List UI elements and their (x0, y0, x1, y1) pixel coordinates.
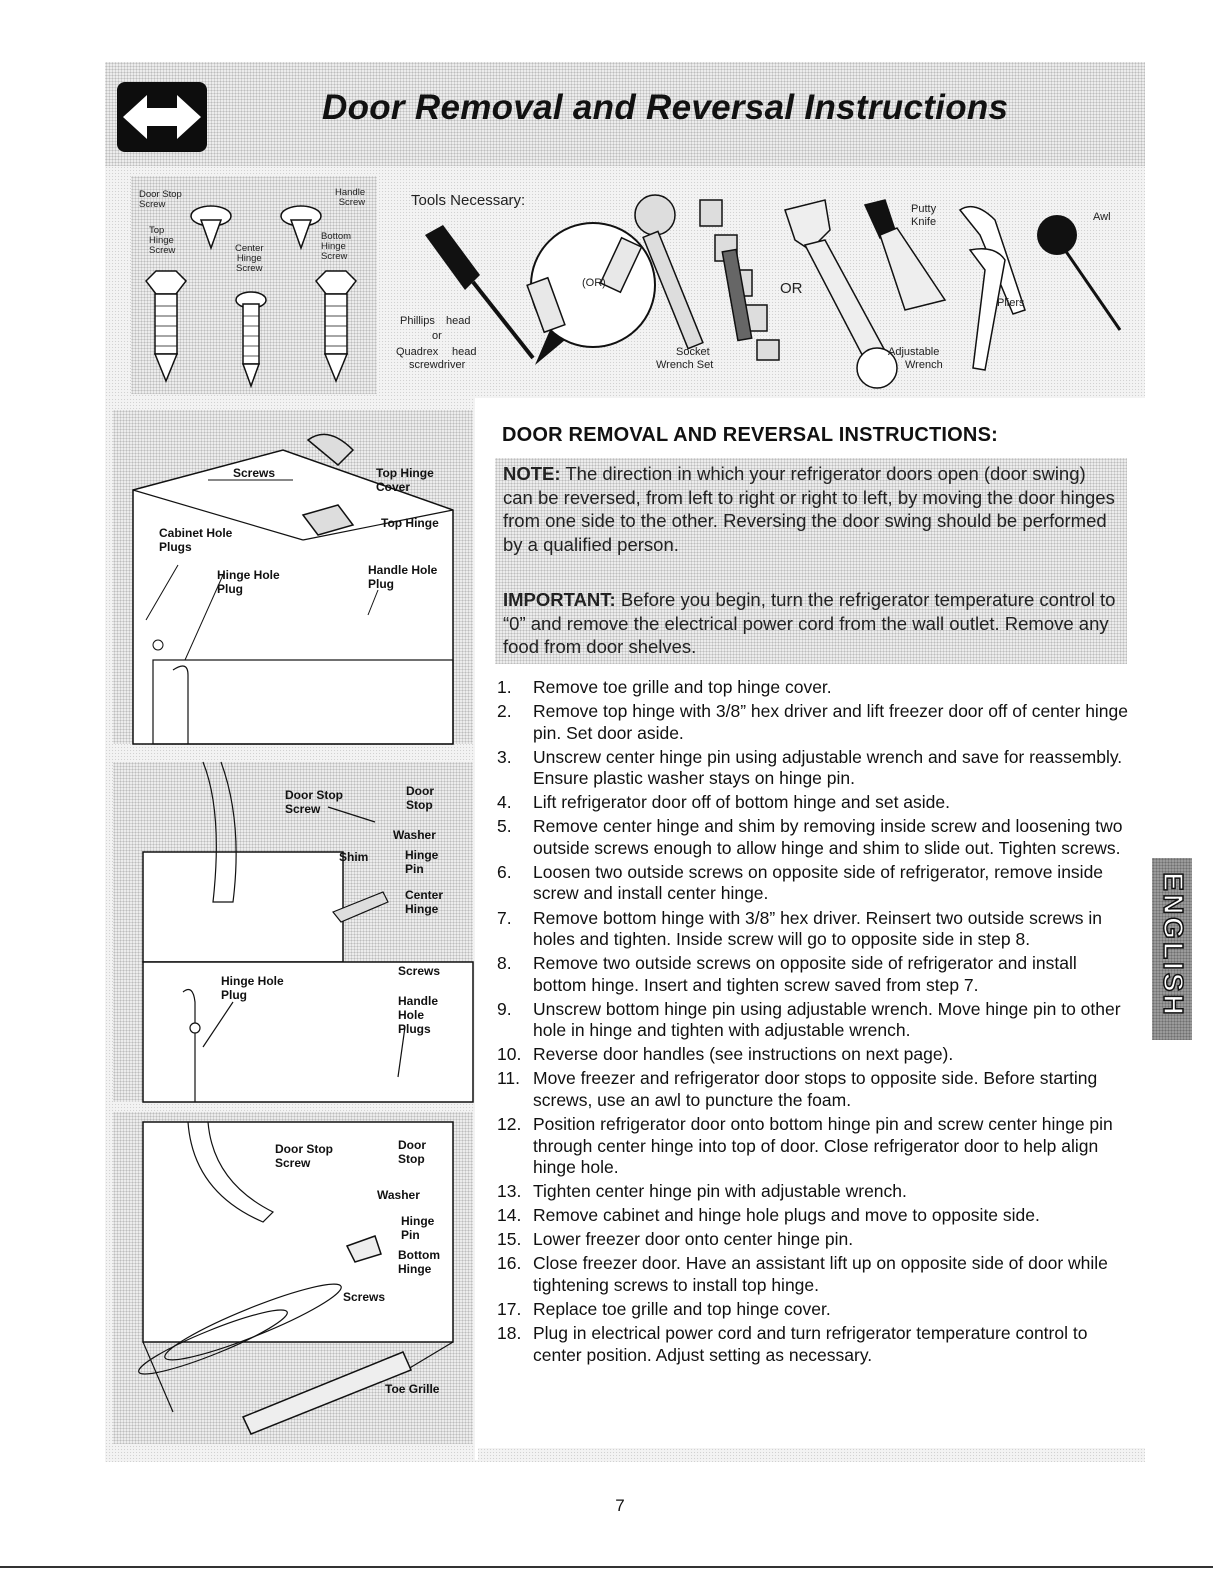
step-number: 12. (497, 1114, 522, 1135)
footer-rule (0, 1566, 1213, 1568)
cabinet-hole-plugs-label: Cabinet Hole Plugs (159, 526, 233, 554)
step-text: Remove two outside screws on opposite side of refrigerator and install bottom hinge. Insert and tighten screw saved from step 7. (533, 953, 1077, 995)
step-number: 11. (497, 1068, 521, 1089)
awl-icon (1037, 215, 1120, 330)
step-number: 10. (497, 1044, 522, 1065)
step-number: 17. (497, 1299, 522, 1319)
step-number: 8. (497, 953, 512, 974)
step-item (497, 1205, 1132, 1227)
bottom-hinge-screw-label: Bottom Hinge Screw (321, 231, 352, 262)
head-label: head (446, 315, 471, 327)
step-item (497, 1044, 1132, 1066)
adjustable-label: Adjustable (888, 346, 940, 358)
step-number: 3. (497, 746, 512, 767)
hinge-hole-plug-label-2: Hinge Hole Plug (221, 974, 284, 1002)
step-number: 14. (497, 1205, 522, 1226)
step-number: 18. (497, 1323, 522, 1344)
step-text: Remove top hinge with 3/8” hex driver and lift freezer door off of center hinge pin. Set door aside. (533, 701, 1129, 743)
screws-label: Screws (233, 466, 276, 480)
or-big-label: OR (780, 280, 803, 297)
or-bubble-label: (OR) (582, 277, 606, 289)
figure-top-hinge (113, 410, 473, 744)
top-hinge-label: Top Hinge (381, 516, 439, 530)
screws-illustration (131, 176, 377, 394)
phillips-label: Phillips (400, 315, 435, 327)
section-heading: DOOR REMOVAL AND REVERSAL INSTRUCTIONS: (502, 424, 998, 446)
important-label: IMPORTANT: (503, 589, 616, 610)
socket-label: Socket (676, 346, 710, 358)
step-text: Position refrigerator door onto bottom hinge pin and screw center hinge pin through center hinge into top of door. Close refrigerator door to help align hinge hole. (533, 1114, 1113, 1178)
step-number: 13. (497, 1181, 522, 1202)
step-item (497, 908, 1132, 951)
wrench-set-label: Wrench Set (656, 359, 714, 371)
step-item (497, 701, 1132, 744)
step-text: Loosen two outside screws on opposite side of refrigerator, remove inside screw and install center hinge. (533, 861, 1104, 904)
hinge-pin-label: Hinge Pin (405, 848, 439, 876)
note-label: NOTE: (503, 463, 561, 484)
screws-label-3: Screws (343, 1290, 386, 1304)
step-item (497, 1253, 1132, 1296)
tools-necessary-label: Tools Necessary: (411, 192, 526, 209)
step-number: 5. (497, 816, 512, 837)
wrench-label: Wrench (905, 359, 943, 371)
language-tab (1152, 858, 1192, 1040)
note-text: The direction in which your refrigerator doors open (door swing) can be reversed, from left to right or right to left, by moving the door hinges from one side to the other. Reversing the door swing should be performed by a qualified person. (503, 463, 1115, 555)
step-item (497, 999, 1132, 1042)
quadrex-label: Quadrex (396, 346, 439, 358)
or-label: or (432, 330, 442, 342)
important-paragraph (503, 588, 1119, 659)
figure-bottom-hinge (113, 1112, 473, 1444)
awl-label: Awl (1093, 211, 1111, 223)
page-title: Door Removal and Reversal Instructions (322, 88, 1009, 127)
handle-screw-label: Handle Screw (335, 187, 366, 208)
step-item (497, 747, 1132, 790)
step-item (497, 677, 1132, 699)
step-number: 7. (497, 907, 512, 928)
step-item (497, 1299, 1132, 1321)
language-tab-label: ENGLISH (1158, 872, 1189, 1018)
socket-wrench-icon (635, 195, 779, 360)
step-number: 16. (497, 1253, 522, 1274)
page-number: 7 (615, 1496, 625, 1515)
step-text: Remove toe grille and top hinge cover. (533, 677, 832, 697)
step-item (497, 862, 1132, 905)
step-number: 9. (497, 998, 512, 1019)
step-item (497, 1181, 1132, 1203)
head-label-2: head (452, 346, 477, 358)
step-text: Replace toe grille and top hinge cover. (533, 1299, 831, 1319)
important-text: Before you begin, turn the refrigerator temperature control to “0” and remove the electrical power cord from the wall outlet. Remove any food from door shelves. (503, 589, 1116, 657)
center-hinge-label: Center Hinge (405, 888, 444, 916)
pliers-icon (960, 207, 1025, 370)
toe-grille-label: Toe Grille (385, 1382, 440, 1396)
figure-center-hinge (113, 762, 473, 1102)
step-number: 2. (497, 701, 512, 722)
center-hinge-screw-label: Center Hinge Screw (235, 243, 264, 274)
step-text: Lower freezer door onto center hinge pin. (533, 1229, 854, 1250)
hinge-hole-plug-label: Hinge Hole Plug (217, 568, 280, 596)
step-text: Remove bottom hinge with 3/8” hex driver. Reinsert two outside screws in holes and tighten. Inside screw will go to opposite side in step 8. (533, 907, 1103, 950)
screws-label-2: Screws (398, 964, 441, 978)
step-text: Unscrew bottom hinge pin using adjustable wrench. Move hinge pin to other hole in hinge and tighten with adjustable wrench. (533, 998, 1121, 1041)
step-item (497, 1229, 1132, 1251)
step-item (497, 1114, 1132, 1179)
step-item (497, 1068, 1132, 1111)
handle-hole-plugs-label: Handle Hole Plugs (398, 994, 439, 1036)
door-stop-screw-label: Door Stop Screw (285, 788, 343, 816)
steps-list (497, 677, 1132, 1369)
door-stop-label-3: Door Stop (398, 1138, 426, 1166)
door-stop-screw-label-3: Door Stop Screw (275, 1142, 333, 1170)
step-item (497, 816, 1132, 859)
washer-label-3: Washer (377, 1188, 420, 1202)
step-item (497, 1323, 1132, 1366)
step-text: Reverse door handles (see instructions on next page). (533, 1044, 954, 1065)
step-text: Close freezer door. Have an assistant lift up on opposite side of door while tightening screws to install top hinge. (533, 1253, 1108, 1295)
step-text: Unscrew center hinge pin using adjustable wrench and save for reassembly. Ensure plastic washer stays on hinge pin. (533, 746, 1123, 789)
door-stop-label: Door Stop (406, 784, 434, 812)
shim-label: Shim (339, 850, 369, 864)
handle-hole-plug-label: Handle Hole Plug (368, 563, 438, 591)
step-number: 15. (497, 1229, 522, 1250)
hinge-pin-label-3: Hinge Pin (401, 1214, 435, 1242)
top-hinge-cover-label: Top Hinge Cover (376, 466, 434, 494)
pliers-label: Pliers (997, 297, 1025, 309)
bottom-hinge-label: Bottom Hinge (398, 1248, 440, 1276)
door-stop-screw-label: Door Stop Screw (139, 189, 182, 210)
putty-label: Putty (911, 203, 937, 215)
step-number: 4. (497, 792, 512, 813)
step-number: 1. (497, 677, 512, 697)
double-arrow-icon (117, 82, 207, 152)
step-text: Lift refrigerator door off of bottom hinge and set aside. (533, 792, 951, 813)
step-item (497, 953, 1132, 996)
step-item (497, 792, 1132, 814)
knife-label: Knife (911, 216, 937, 228)
note-paragraph (503, 462, 1119, 556)
top-hinge-screw-label: Top Hinge Screw (149, 225, 176, 256)
step-text: Remove cabinet and hinge hole plugs and move to opposite side. (533, 1205, 1040, 1226)
step-text: Remove center hinge and shim by removing inside screw and loosening two outside screws enough to allow hinge and shim to slide out. Tighten screws. (533, 816, 1123, 858)
washer-label: Washer (393, 828, 436, 842)
step-text: Tighten center hinge pin with adjustable wrench. (533, 1181, 907, 1202)
screwdriver-label: screwdriver (409, 359, 466, 371)
step-number: 6. (497, 861, 512, 882)
tools-illustration (385, 190, 1145, 390)
step-text: Plug in electrical power cord and turn refrigerator temperature control to center position. Adjust setting as necessary. (533, 1323, 1088, 1365)
step-text: Move freezer and refrigerator door stops to opposite side. Before starting screws, use an awl to puncture the foam. (533, 1068, 1098, 1110)
